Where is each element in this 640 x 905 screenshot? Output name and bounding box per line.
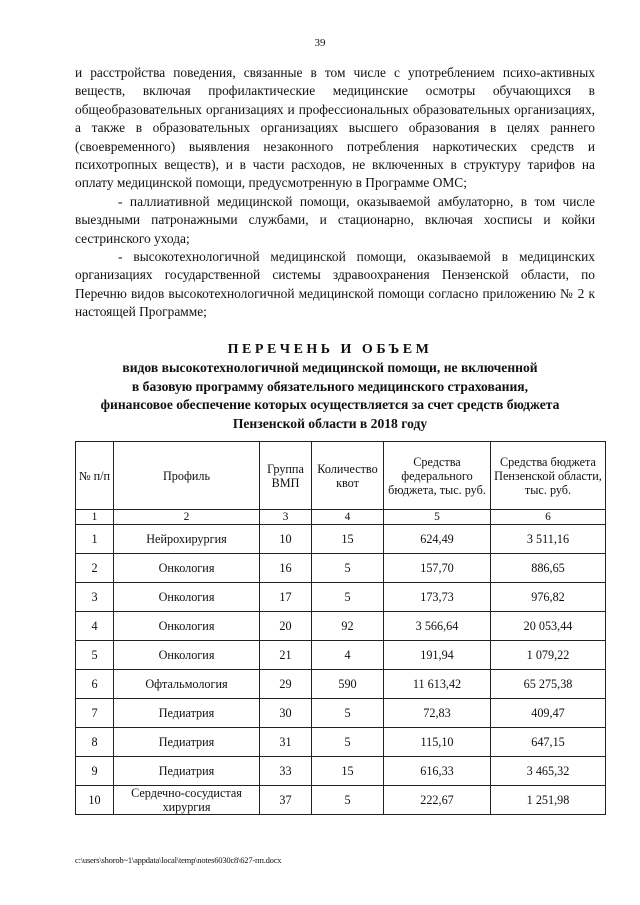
cell-group: 37 — [260, 786, 312, 815]
cell-group: 33 — [260, 757, 312, 786]
cell-federal: 157,70 — [384, 554, 491, 583]
cell-quotas: 5 — [312, 699, 384, 728]
cell-quotas: 5 — [312, 554, 384, 583]
cell-profile: Онкология — [114, 554, 260, 583]
column-number: 1 — [76, 510, 114, 525]
cell-quotas: 5 — [312, 583, 384, 612]
paragraph: - высокотехнологичной медицинской помощи, оказываемой в медицинских организациях государственной системы здравоохранения Пензенской области, по Перечню видов высокотехнологичной медицинской помощи согласно приложению № 2 к настоящей Программе; — [75, 249, 595, 320]
cell-group: 16 — [260, 554, 312, 583]
table-row — [76, 728, 606, 757]
cell-num: 2 — [76, 554, 114, 583]
cell-federal: 3 566,64 — [384, 612, 491, 641]
header-cell: Профиль — [114, 442, 260, 510]
cell-federal: 72,83 — [384, 699, 491, 728]
header-cell: Количество квот — [312, 442, 384, 510]
title-line: Пензенской области в 2018 году — [232, 415, 428, 431]
cell-regional: 886,65 — [491, 554, 606, 583]
header-cell: Средства федерального бюджета, тыс. руб. — [384, 442, 491, 510]
table-row — [76, 583, 606, 612]
cell-profile: Онкология — [114, 641, 260, 670]
cell-federal: 173,73 — [384, 583, 491, 612]
cell-profile: Онкология — [114, 612, 260, 641]
cell-profile: Педиатрия — [114, 757, 260, 786]
cell-group: 10 — [260, 525, 312, 554]
cell-num: 10 — [76, 786, 114, 815]
cell-federal: 624,49 — [384, 525, 491, 554]
cell-num: 1 — [76, 525, 114, 554]
cell-num: 6 — [76, 670, 114, 699]
title-main: ПЕРЕЧЕНЬ И ОБЪЕМ — [227, 342, 433, 357]
cell-regional: 65 275,38 — [491, 670, 606, 699]
cell-regional: 3 511,16 — [491, 525, 606, 554]
column-number: 2 — [114, 510, 260, 525]
table-row — [76, 525, 606, 554]
column-number: 5 — [384, 510, 491, 525]
cell-quotas: 92 — [312, 612, 384, 641]
cell-regional: 976,82 — [491, 583, 606, 612]
cell-num: 3 — [76, 583, 114, 612]
cell-federal: 222,67 — [384, 786, 491, 815]
cell-num: 5 — [76, 641, 114, 670]
cell-quotas: 4 — [312, 641, 384, 670]
cell-quotas: 15 — [312, 757, 384, 786]
header-cell: Группа ВМП — [260, 442, 312, 510]
cell-quotas: 15 — [312, 525, 384, 554]
table-row — [76, 554, 606, 583]
column-number: 6 — [491, 510, 606, 525]
cell-group: 20 — [260, 612, 312, 641]
file-path-footer: c:\users\shorob~1\appdata\local\temp\notes6030c8\627-пп.docx — [75, 855, 282, 865]
vmp-table — [75, 441, 606, 815]
table-row — [76, 699, 606, 728]
column-number-row — [76, 510, 606, 525]
table-row — [76, 757, 606, 786]
cell-profile: Нейрохирургия — [114, 525, 260, 554]
cell-group: 21 — [260, 641, 312, 670]
table-row — [76, 612, 606, 641]
column-number: 4 — [312, 510, 384, 525]
table-title — [60, 341, 600, 433]
cell-group: 29 — [260, 670, 312, 699]
cell-quotas: 590 — [312, 670, 384, 699]
table-row — [76, 670, 606, 699]
cell-federal: 11 613,42 — [384, 670, 491, 699]
header-cell: № п/п — [76, 442, 114, 510]
table-row — [76, 641, 606, 670]
title-line: видов высокотехнологичной медицинской помощи, не включенной — [122, 360, 538, 375]
cell-quotas: 5 — [312, 728, 384, 757]
header-cell: Средства бюджета Пензенской области, тыс. руб. — [491, 442, 606, 510]
cell-regional: 20 053,44 — [491, 612, 606, 641]
cell-num: 7 — [76, 699, 114, 728]
column-number: 3 — [260, 510, 312, 525]
cell-num: 9 — [76, 757, 114, 786]
cell-regional: 409,47 — [491, 699, 606, 728]
cell-profile: Онкология — [114, 583, 260, 612]
cell-regional: 3 465,32 — [491, 757, 606, 786]
cell-group: 17 — [260, 583, 312, 612]
title-line: финансовое обеспечение которых осуществляется за счет средств бюджета — [100, 397, 560, 413]
title-line: в базовую программу обязательного медицинского страхования, — [131, 378, 529, 394]
cell-federal: 115,10 — [384, 728, 491, 757]
table-header-row — [76, 442, 606, 510]
cell-profile: Педиатрия — [114, 728, 260, 757]
table-row — [76, 786, 606, 815]
page-number: 39 — [314, 37, 326, 49]
cell-federal: 616,33 — [384, 757, 491, 786]
cell-quotas: 5 — [312, 786, 384, 815]
cell-profile: Сердечно-сосудистая хирургия — [114, 786, 260, 815]
cell-group: 31 — [260, 728, 312, 757]
cell-num: 8 — [76, 728, 114, 757]
cell-regional: 1 251,98 — [491, 786, 606, 815]
cell-regional: 1 079,22 — [491, 641, 606, 670]
cell-federal: 191,94 — [384, 641, 491, 670]
paragraph: - паллиативной медицинской помощи, оказываемой амбулаторно, в том числе выездными патронажными службами, и стационарно, включая хосписы и койки сестринского ухода; — [75, 193, 595, 246]
cell-regional: 647,15 — [491, 728, 606, 757]
cell-profile: Педиатрия — [114, 699, 260, 728]
cell-profile: Офтальмология — [114, 670, 260, 699]
body-text — [75, 64, 595, 322]
paragraph: и расстройства поведения, связанные в том числе с употреблением психо-активных веществ, включая профилактические медицинские осмотры обучающихся в общеобразовательных организациях и профессиональных образовательных организациях, а также в образовательных организациях высшего образования в целях раннего (своевременного) выявления незаконного потребления наркотических средств и психотропных веществ), и в части расходов, не включенных в структуру тарифов на оплату медицинской помощи, предусмотренную в Программе ОМС; — [75, 65, 595, 191]
cell-num: 4 — [76, 612, 114, 641]
cell-group: 30 — [260, 699, 312, 728]
